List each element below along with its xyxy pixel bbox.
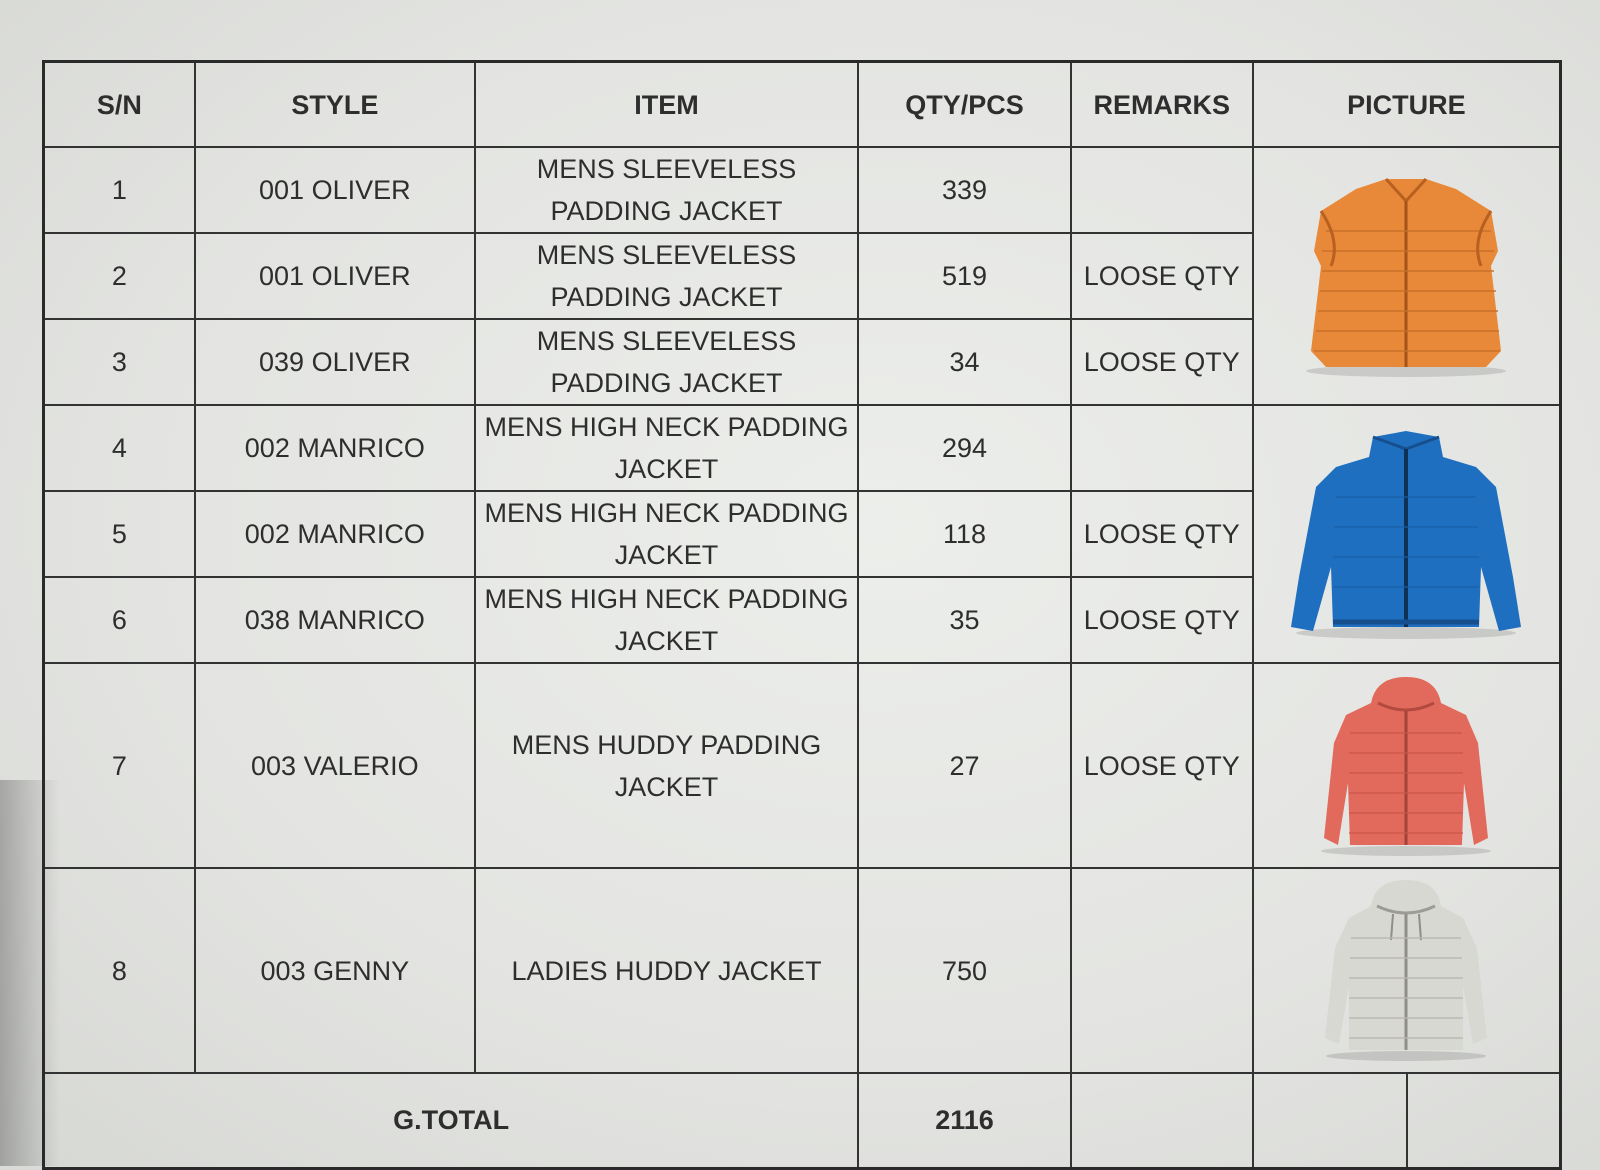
item-line: LADIES HUDDY JACKET bbox=[511, 955, 822, 986]
cell-sn: 6 bbox=[44, 577, 195, 663]
table-row bbox=[44, 868, 1561, 1073]
cell-remarks bbox=[1071, 868, 1253, 1073]
grand-total-value: 2116 bbox=[858, 1073, 1071, 1168]
item-line: MENS HIGH NECK PADDING bbox=[484, 498, 849, 528]
cell-item bbox=[475, 491, 858, 577]
item-line: JACKET bbox=[614, 540, 719, 570]
item-line: PADDING JACKET bbox=[550, 368, 783, 398]
picture-cell bbox=[1253, 147, 1561, 405]
header-item: ITEM bbox=[475, 62, 858, 148]
cell-style: 002 MANRICO bbox=[195, 405, 475, 491]
grand-total-label: G.TOTAL bbox=[44, 1073, 859, 1168]
header-row bbox=[44, 62, 1561, 148]
grey-ladies-hooded-jacket-image bbox=[1311, 878, 1501, 1063]
cell-style: 003 VALERIO bbox=[195, 663, 475, 868]
cell-qty: 339 bbox=[858, 147, 1071, 233]
cell-remarks: LOOSE QTY bbox=[1071, 491, 1253, 577]
cell-qty: 519 bbox=[858, 233, 1071, 319]
cell-style: 038 MANRICO bbox=[195, 577, 475, 663]
item-line: MENS HIGH NECK PADDING bbox=[484, 412, 849, 442]
header-picture: PICTURE bbox=[1253, 62, 1561, 148]
table-row bbox=[44, 405, 1561, 491]
header-style: STYLE bbox=[195, 62, 475, 148]
item-line: PADDING JACKET bbox=[550, 282, 783, 312]
table-row bbox=[44, 663, 1561, 868]
cell-empty bbox=[1407, 1073, 1560, 1168]
item-line: PADDING JACKET bbox=[550, 196, 783, 226]
cell-qty: 750 bbox=[858, 868, 1071, 1073]
item-line: MENS SLEEVELESS bbox=[536, 326, 797, 356]
cell-empty bbox=[1253, 1073, 1407, 1168]
table-row bbox=[44, 147, 1561, 233]
header-sn: S/N bbox=[44, 62, 195, 148]
picture-cell bbox=[1253, 868, 1561, 1073]
cell-remarks-empty bbox=[1071, 1073, 1253, 1168]
header-remarks: REMARKS bbox=[1071, 62, 1253, 148]
blue-high-neck-jacket-image bbox=[1281, 427, 1531, 642]
cell-item bbox=[475, 233, 858, 319]
item-line: MENS SLEEVELESS bbox=[536, 240, 797, 270]
cell-sn: 7 bbox=[44, 663, 195, 868]
item-line: JACKET bbox=[614, 771, 719, 802]
header-qty: QTY/PCS bbox=[858, 62, 1071, 148]
picture-cell bbox=[1253, 663, 1561, 868]
item-line: MENS SLEEVELESS bbox=[536, 154, 797, 184]
cell-qty: 35 bbox=[858, 577, 1071, 663]
cell-remarks: LOOSE QTY bbox=[1071, 233, 1253, 319]
cell-style: 039 OLIVER bbox=[195, 319, 475, 405]
cell-remarks: LOOSE QTY bbox=[1071, 663, 1253, 868]
picture-cell bbox=[1253, 405, 1561, 663]
cell-sn: 1 bbox=[44, 147, 195, 233]
cell-style: 002 MANRICO bbox=[195, 491, 475, 577]
item-line: JACKET bbox=[614, 626, 719, 656]
grand-total-row bbox=[44, 1073, 1561, 1168]
cell-remarks: LOOSE QTY bbox=[1071, 577, 1253, 663]
cell-qty: 118 bbox=[858, 491, 1071, 577]
cell-item bbox=[475, 405, 858, 491]
cell-qty: 27 bbox=[858, 663, 1071, 868]
cell-sn: 4 bbox=[44, 405, 195, 491]
cell-sn: 3 bbox=[44, 319, 195, 405]
cell-qty: 294 bbox=[858, 405, 1071, 491]
item-line: JACKET bbox=[614, 454, 719, 484]
cell-remarks bbox=[1071, 147, 1253, 233]
cell-item bbox=[475, 868, 858, 1073]
cell-sn: 2 bbox=[44, 233, 195, 319]
item-line: MENS HIGH NECK PADDING bbox=[484, 584, 849, 614]
item-line: MENS HUDDY PADDING bbox=[511, 729, 822, 760]
orange-sleeveless-vest-image bbox=[1286, 171, 1526, 381]
cell-style: 001 OLIVER bbox=[195, 233, 475, 319]
cell-remarks bbox=[1071, 405, 1253, 491]
cell-remarks: LOOSE QTY bbox=[1071, 319, 1253, 405]
cell-style: 003 GENNY bbox=[195, 868, 475, 1073]
cell-sn: 5 bbox=[44, 491, 195, 577]
packing-list-table bbox=[42, 60, 1562, 1170]
cell-item bbox=[475, 577, 858, 663]
cell-item bbox=[475, 319, 858, 405]
cell-item bbox=[475, 147, 858, 233]
cell-style: 001 OLIVER bbox=[195, 147, 475, 233]
cell-qty: 34 bbox=[858, 319, 1071, 405]
cell-sn: 8 bbox=[44, 868, 195, 1073]
coral-hooded-jacket-image bbox=[1306, 673, 1506, 858]
cell-item bbox=[475, 663, 858, 868]
